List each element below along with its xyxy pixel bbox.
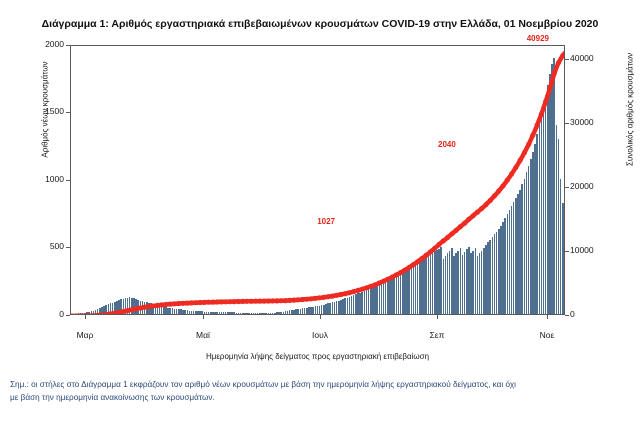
plot-area [70,45,565,315]
y-tick-left-2: 1000 [45,174,64,184]
y-tick-right-0: 0 [570,309,575,319]
y-axis-label-right: Συνολικός αριθμός κρουσμάτων [625,52,635,167]
x-axis-label: Ημερομηνία λήψης δείγματος προς εργαστηριακή επιβεβαίωση [205,352,430,361]
x-tick-1: Μαϊ [196,330,210,340]
y-tick-right-1: 10000 [570,245,594,255]
y-tick-left-1: 500 [49,241,64,251]
y-tick-left-3: 1500 [45,106,64,116]
y-tick-right-2: 20000 [570,181,594,191]
y-tick-left-0: 0 [59,309,64,319]
x-tick-0: Μαρ [76,330,94,340]
annotation-2040: 2040 [438,140,456,150]
chart-title: Διάγραμμα 1: Αριθμός εργαστηριακά επιβεβαιωμένων κρουσμάτων COVID-19 στην Ελλάδα, 01 Νοεμβρίου 2020 [41,18,599,30]
y-tick-left-4: 2000 [45,39,64,49]
x-tick-4: Νοε [539,330,555,340]
y-tick-right-3: 30000 [570,117,594,127]
x-tick-2: Ιουλ [312,330,328,340]
x-tick-3: Σεπ [429,330,445,340]
annotation-40929: 40929 [526,34,549,44]
y-tick-right-4: 40000 [570,53,594,63]
annotation-1027: 1027 [317,216,335,226]
footnote-line-1: Σημ.: οι στήλες στο Διάγραμμα 1 εκφράζουν τον αριθμό νέων κρουσμάτων με βάση την ημερομηνία λήψης εργαστηριακού δείγματος, και όχι [10,380,516,389]
cumulative-line-series [71,46,565,315]
chart-footnote [10,378,630,404]
y-axis-label-left: Αριθμός νέων κρουσμάτων [40,61,50,158]
footnote-line-2: με βάση την ημερομηνία ανακοίνωσης των κρουσμάτων. [10,393,215,402]
bar [564,220,565,315]
